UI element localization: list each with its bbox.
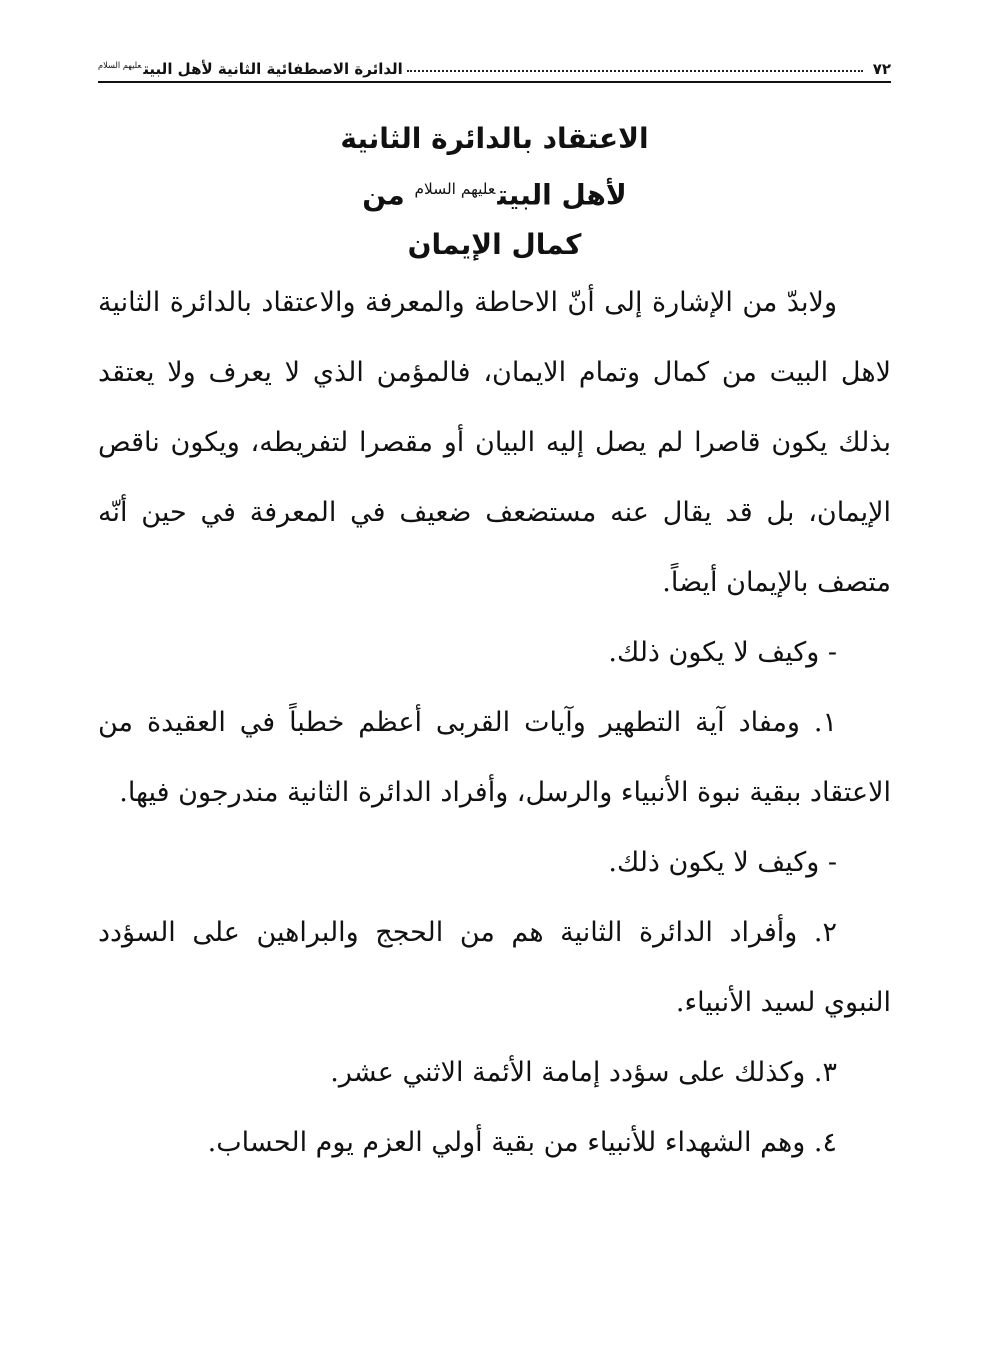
header-rule <box>98 81 891 83</box>
heading-line-2-end: من <box>362 178 405 212</box>
heading-line-2 <box>98 164 891 220</box>
list-item-3: ٣. وكذلك على سؤدد إمامة الأئمة الاثني عشر. <box>330 1057 837 1088</box>
dash-line-2: - وكيف لا يكون ذلك. <box>608 847 837 878</box>
section-heading <box>98 114 891 270</box>
header-title-text: الدائرة الاصطفائية الثانية لأهل البيت <box>143 60 403 78</box>
dotted-leader <box>407 69 863 72</box>
honorific-mark: عليهم السلام <box>98 60 142 70</box>
list-item-1: ١. ومفاد آية التطهير وآيات القربى أعظم خطباً في العقيدة من الاعتقاد ببقية نبوة الأنبياء والرسل، وأفراد الدائرة الثانية مندرجون فيها. <box>98 707 891 808</box>
list-item-4: ٤. وهم الشهداء للأنبياء من بقية أولي العزم يوم الحساب. <box>207 1127 837 1158</box>
heading-line-2-text: لأهل البيت <box>497 178 627 212</box>
heading-line-1: الاعتقاد بالدائرة الثانية <box>340 122 649 155</box>
running-header <box>98 50 891 78</box>
list-item-2: ٢. وأفراد الدائرة الثانية هم من الحجج والبراهين على السؤدد النبوي لسيد الأنبياء. <box>98 917 891 1018</box>
heading-honorific-mark: عليهم السلام <box>414 180 496 198</box>
body-text <box>98 268 891 1178</box>
dash-line-1: - وكيف لا يكون ذلك. <box>608 637 837 668</box>
paragraph-1: ولابدّ من الإشارة إلى أنّ الاحاطة والمعرفة والاعتقاد بالدائرة الثانية لاهل البيت من كمال وتمام الايمان، فالمؤمن الذي لا يعرف ولا يعتقد بذلك يكون قاصرا لم يصل إليه البيان أو مقصرا لتفريطه، ويكون ناقص الإيمان، بل قد يقال عنه مستضعف ضعيف في المعرفة في حين أنّه متصف بالإيمان أيضاً. <box>98 287 891 598</box>
page-number: ٧٢ <box>872 60 891 78</box>
running-header-title <box>98 60 403 78</box>
heading-line-3: كمال الإيمان <box>407 228 582 262</box>
